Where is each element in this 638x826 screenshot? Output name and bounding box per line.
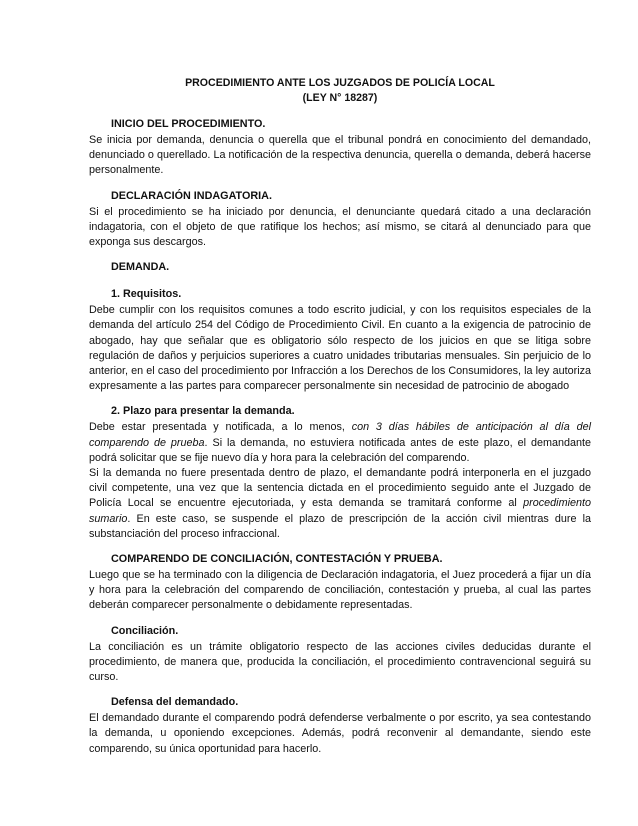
section-demanda bbox=[89, 260, 591, 275]
section-heading: 1. Requisitos. bbox=[111, 288, 182, 301]
italic-run: procedimiento sumario bbox=[89, 497, 591, 525]
text-run: Si la demanda no fuere presentada dentro de plazo, el demandante podrá interponerla en el juzgado civil competente, una vez que la sentencia dictada en el procedimiento seguido ante el Juzgado de Policía Local se encuentre ejecutoriada, y esta demanda se tramitará conforme al bbox=[89, 467, 591, 510]
section-heading: DEMANDA. bbox=[111, 261, 170, 274]
section-paragraph: El demandado durante el comparendo podrá defenderse verbalmente o por escrito, ya sea contestando la demanda, u oponiendo excepciones. Además, podrá reconvenir al demandante, siendo este comparendo, su única oportunidad para hacerlo. bbox=[89, 712, 591, 755]
section-paragraph: Luego que se ha terminado con la diligencia de Declaración indagatoria, el Juez procederá a fijar un día y hora para la celebración del comparendo de conciliación, contestación y prueba, al cual las partes deberán comparecer personalmente o debidamente representadas. bbox=[89, 569, 591, 612]
section-heading: Defensa del demandado. bbox=[111, 696, 239, 709]
section-requisitos bbox=[89, 287, 591, 394]
text-run: . Si la demanda, no estuviera notificada antes de este plazo, el demandante podrá solicitar que se fije nuevo día y hora para la celebración del comparendo. bbox=[89, 436, 591, 464]
section-heading: Conciliación. bbox=[111, 624, 179, 637]
document-title bbox=[89, 76, 591, 106]
section-defensa bbox=[89, 695, 591, 757]
section-declaracion bbox=[89, 189, 591, 251]
title-line-1: PROCEDIMIENTO ANTE LOS JUZGADOS DE POLICÍA LOCAL bbox=[185, 77, 495, 89]
text-run: Debe estar presentada y notificada, a lo menos, bbox=[89, 421, 352, 434]
section-paragraph: Se inicia por demanda, denuncia o querella que el tribunal pondrá en conocimiento del demandado, denunciado o querellado. La notificación de la respectiva denuncia, querella o demanda, deberá hacerse personalmente. bbox=[89, 134, 591, 177]
section-heading: COMPARENDO DE CONCILIACIÓN, CONTESTACIÓN Y PRUEBA. bbox=[111, 553, 443, 566]
section-paragraph: La conciliación es un trámite obligatorio respecto de las acciones civiles deducidas durante el procedimiento, de manera que, producida la conciliación, el procedimiento contravencional seguirá su curso. bbox=[89, 640, 591, 684]
text-run: . En este caso, se suspende el plazo de prescripción de la acción civil mientras dure la substanciación del proceso infraccional. bbox=[89, 512, 591, 540]
section-conciliacion bbox=[89, 624, 591, 686]
section-plazo bbox=[89, 404, 591, 542]
section-comparendo bbox=[89, 552, 591, 614]
section-paragraph bbox=[89, 420, 591, 466]
section-paragraph: Debe cumplir con los requisitos comunes a todo escrito judicial, y con los requisitos especiales de la demanda del artículo 254 del Código de Procedimiento Civil. En cuanto a la exigencia de patrocinio de abogado, hay que señalar que es obligatorio sólo respecto de los juicios en que se litiga sobre regulación de daños y perjuicios superiores a cuatro unidades tributarias mensuales. Sin perjuicio de lo anterior, en el caso del procedimiento por Infracción a los Derechos de los Consumidores, la ley autoriza expresamente a las partes para comparecer personalmente sin necesidad de patrocinio de abogado bbox=[89, 304, 591, 393]
section-heading: 2. Plazo para presentar la demanda. bbox=[111, 405, 295, 418]
section-paragraph bbox=[89, 466, 591, 542]
section-heading: INICIO DEL PROCEDIMIENTO. bbox=[111, 118, 266, 130]
section-inicio bbox=[89, 117, 591, 179]
italic-run: con 3 días hábiles de anticipación al día del comparendo de prueba bbox=[89, 421, 591, 449]
title-line-2: (LEY N° 18287) bbox=[302, 92, 378, 104]
section-paragraph: Si el procedimiento se ha iniciado por denuncia, el denunciante quedará citado a una declaración indagatoria, con el objeto de que ratifique los hechos; así mismo, se citará al denunciado para que exponga sus descargos. bbox=[89, 205, 591, 249]
section-heading: DECLARACIÓN INDAGATORIA. bbox=[111, 189, 272, 202]
